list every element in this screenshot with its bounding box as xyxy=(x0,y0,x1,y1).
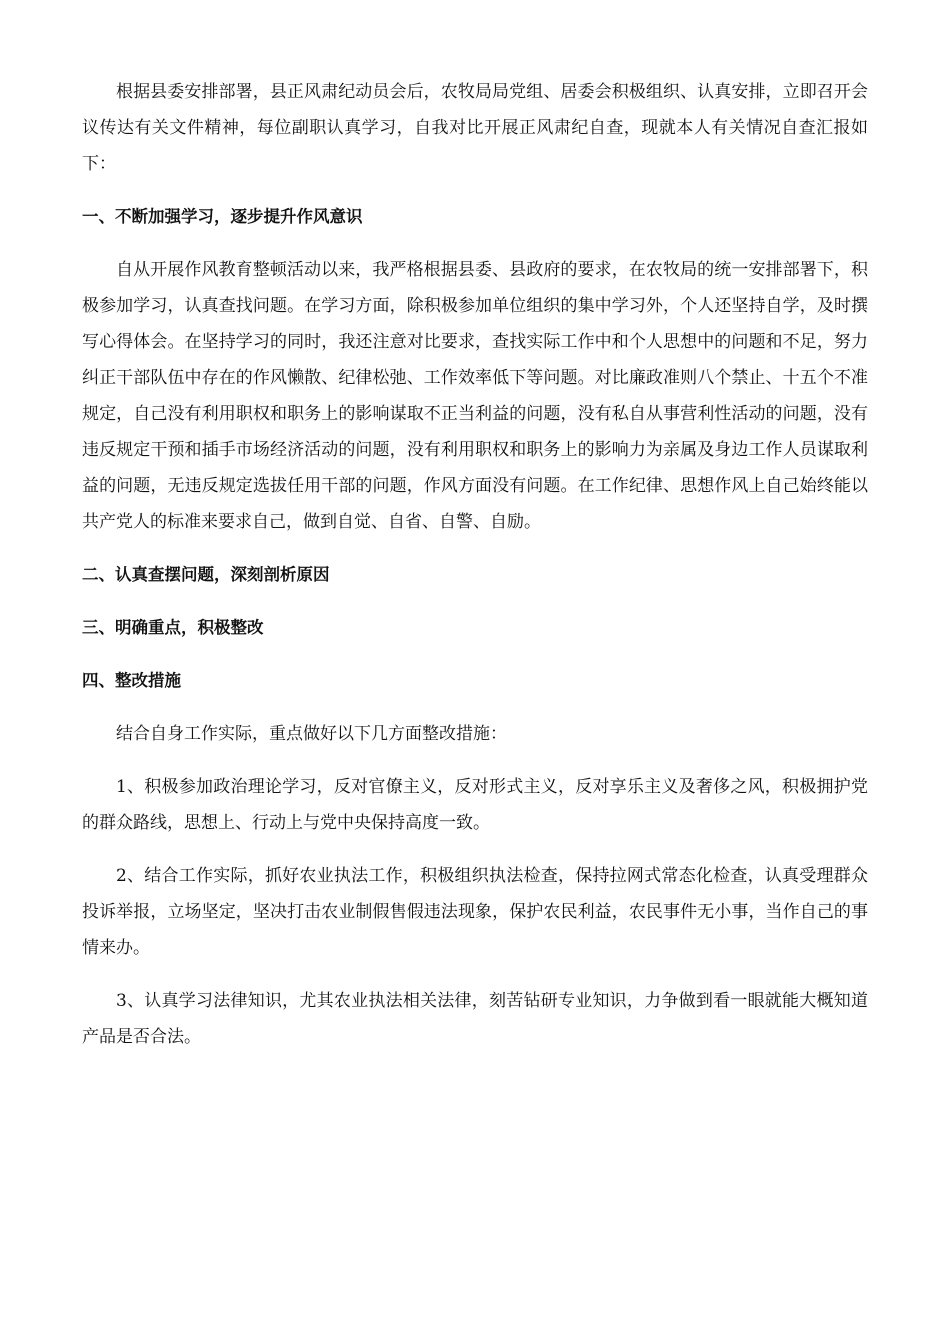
section-3-heading: 三、明确重点，积极整改 xyxy=(82,618,264,637)
measure-item-1: 1、积极参加政治理论学习，反对官僚主义，反对形式主义，反对享乐主义及奢侈之风，积极拥护党的群众路线，思想上、行动上与党中央保持高度一致。 xyxy=(82,777,868,833)
section-4-lead: 结合自身工作实际，重点做好以下几方面整改措施： xyxy=(116,724,507,744)
document-page xyxy=(82,74,868,1072)
section-1-heading: 一、不断加强学习，逐步提升作风意识 xyxy=(82,207,363,226)
section-2-heading: 二、认真查摆问题，深刻剖析原因 xyxy=(82,565,330,584)
section-1-body: 自从开展作风教育整顿活动以来，我严格根据县委、县政府的要求，在农牧局的统一安排部署下，积极参加学习，认真查找问题。在学习方面，除积极参加单位组织的集中学习外，个人还坚持自学，及时撰写心得体会。在坚持学习的同时，我还注意对比要求，查找实际工作中和个人思想中的问题和不足，努力纠正干部队伍中存在的作风懒散、纪律松弛、工作效率低下等问题。对比廉政准则八个禁止、十五个不准规定，自己没有利用职权和职务上的影响谋取不正当利益的问题，没有私自从事营利性活动的问题，没有违反规定干预和插手市场经济活动的问题，没有利用职权和职务上的影响力为亲属及身边工作人员谋取利益的问题，无违反规定选拔任用干部的问题，作风方面没有问题。在工作纪律、思想作风上自己始终能以共产党人的标准来要求自己，做到自觉、自省、自警、自励。 xyxy=(82,260,868,532)
measure-item-3: 3、认真学习法律知识，尤其农业执法相关法律，刻苦钻研专业知识，力争做到看一眼就能大概知道产品是否合法。 xyxy=(82,991,868,1047)
measure-item-2: 2、结合工作实际，抓好农业执法工作，积极组织执法检查，保持拉网式常态化检查，认真受理群众投诉举报，立场坚定，坚决打击农业制假售假违法现象，保护农民利益，农民事件无小事，当作自己的事情来办。 xyxy=(82,866,868,958)
intro-paragraph: 根据县委安排部署，县正风肃纪动员会后，农牧局局党组、居委会积极组织、认真安排，立即召开会议传达有关文件精神，每位副职认真学习，自我对比开展正风肃纪自查，现就本人有关情况自查汇报如下： xyxy=(82,82,868,174)
section-4-heading: 四、整改措施 xyxy=(82,671,181,690)
